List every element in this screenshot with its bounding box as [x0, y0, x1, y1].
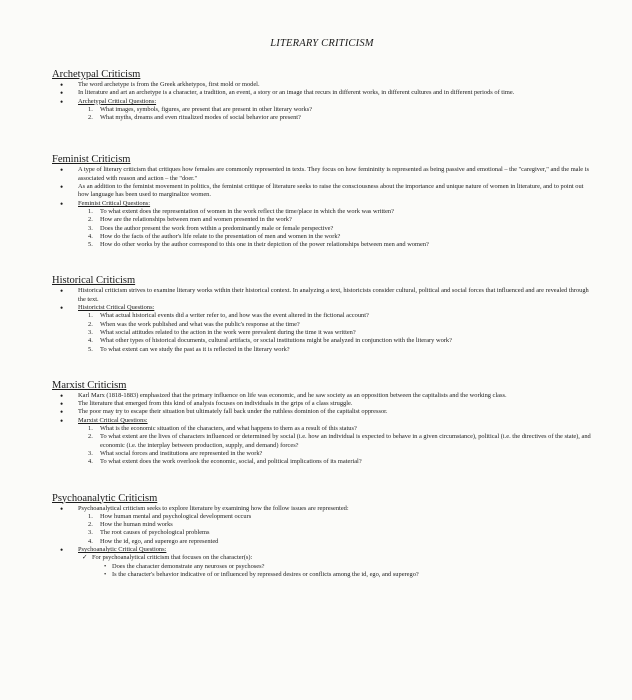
list-item: How the id, ego, and superego are represented	[100, 537, 219, 545]
questions-heading: Feminist Critical Questions:	[78, 199, 151, 207]
list-item: • The word archetype is from the Greek arkhetypos, first mold or model.	[52, 81, 592, 89]
marxist-questions	[78, 425, 592, 466]
list-item	[52, 200, 592, 250]
psychoanalytic-bullets	[52, 505, 592, 580]
list-item: • As an addition to the feminist movement in politics, the feminist critique of literature seeks to raise the consciousness about the importance and unique nature of women in literature, and to point out how language has been used to marginalize women.	[52, 183, 592, 200]
list-item: To what extent are the lives of characters influenced or determined by social (i.e. how an individual is expected to behave in a given circumstance), political (i.e. the directives of the state), and economic (i.e. the interplay between production, supply, and demand) forces?	[100, 433, 591, 449]
questions-heading: Archetypal Critical Questions:	[78, 97, 157, 105]
list-item: What is the economic situation of the characters, and what happens to them as a result of this status?	[100, 425, 357, 433]
archetypal-bullets	[52, 81, 592, 122]
list-item: Does the author present the work from within a predominantly male or female perspective?	[100, 224, 334, 232]
list-item	[52, 98, 592, 123]
list-item: When was the work published and what was the public's response at the time?	[100, 320, 300, 328]
list-item: • In literature and art an archetype is a character, a tradition, an event, a story or an image that recurs in different works, in different cultures and in different periods of time.	[52, 89, 592, 97]
questions-heading: Psychoanalytic Critical Questions:	[78, 545, 167, 553]
feminist-questions	[78, 208, 592, 249]
historical-questions	[78, 312, 592, 353]
list-item: What other types of historical documents, cultural artifacts, or social institutions might be analyzed in conjunction with the literary work?	[100, 337, 452, 345]
list-item: • The literature that emerged from this kind of analysis focuses on individuals in the grips of a class struggle.	[52, 400, 592, 408]
list-item: What social forces and institutions are represented in the work?	[100, 449, 263, 457]
feminist-bullets	[52, 166, 592, 249]
section-marxist	[52, 380, 592, 467]
paragraph: Psychoanalytical criticism seeks to explore literature by examining how the follow issues are represented:	[78, 504, 349, 512]
psychoanalytic-items	[78, 513, 592, 546]
list-item: What myths, dreams and even ritualized modes of social behavior are present?	[100, 114, 301, 122]
list-item: • Historical criticism strives to examine literary works within their historical context. In analyzing a text, historicists consider cultural, political and social forces that influenced and are revealed through the text.	[52, 287, 592, 304]
list-item	[82, 554, 592, 579]
psychoanalytic-check-list	[78, 554, 592, 579]
questions-heading: Marxist Critical Questions:	[78, 416, 148, 424]
list-item: How are the relationships between men and women presented in the work?	[100, 216, 292, 224]
list-item: • Does the character demonstrate any neuroses or psychoses?	[104, 563, 592, 571]
list-item: How human mental and psychological development occurs	[100, 512, 252, 520]
list-item: To what extent can we study the past as it is reflected in the literary work?	[100, 345, 290, 353]
section-heading-archetypal: Archetypal Criticism	[52, 69, 141, 80]
list-item	[52, 417, 592, 467]
archetypal-questions	[78, 106, 592, 123]
check-item-text: For psychoanalytical criticism that focuses on the character(s):	[92, 554, 253, 562]
list-item	[52, 546, 592, 579]
psychoanalytic-subquestions	[92, 563, 592, 580]
section-heading-feminist: Feminist Criticism	[52, 154, 131, 166]
section-historical	[52, 275, 592, 353]
list-item: What images, symbols, figures, are present that are present in other literary works?	[100, 105, 313, 113]
list-item: • Is the character's behavior indicative of or influenced by repressed desires or conflicts among the id, ego, and superego?	[104, 571, 592, 579]
list-item: How do the facts of the author's life relate to the presentation of men and women in the work?	[100, 232, 341, 240]
questions-heading: Historicist Critical Questions:	[78, 304, 155, 312]
list-item: To what extent does the representation of women in the work reflect the time/place in which the work was written?	[100, 207, 394, 215]
list-item: How the human mind works	[100, 521, 173, 529]
historical-bullets	[52, 287, 592, 353]
section-heading-psychoanalytic: Psychoanalytic Criticism	[52, 492, 158, 504]
list-item	[52, 304, 592, 354]
list-item: • Karl Marx (1818-1883) emphasized that the primary influence on life was economic, and he saw society as an opposition between the capitalists and the working class.	[52, 392, 592, 400]
document-title: LITERARY CRITICISM	[270, 38, 374, 49]
marxist-bullets	[52, 392, 592, 467]
section-feminist	[52, 154, 592, 249]
section-heading-historical: Historical Criticism	[52, 275, 136, 287]
list-item: • The poor may try to escape their situation but ultimately fall back under the ruthless dominion of the capitalist oppressor.	[52, 408, 592, 416]
section-archetypal	[52, 69, 592, 122]
list-item: To what extent does the work overlook the economic, social, and political implications of its material?	[100, 458, 362, 466]
list-item: The root causes of psychological problems	[100, 529, 210, 537]
list-item: How do other works by the author correspond to this one in their depiction of the power relationships between men and women?	[100, 241, 429, 249]
list-item	[52, 505, 592, 546]
list-item: • A type of literary criticism that critiques how females are commonly represented in texts. They focus on how femininity is represented as being passive and emotional – the "caregiver," and the male is associated with reason and action – the "doer."	[52, 166, 592, 183]
section-heading-marxist: Marxist Criticism	[52, 379, 127, 391]
list-item: What actual historical events did a writer refer to, and how was the event altered in the fictional account?	[100, 312, 369, 320]
section-psychoanalytic	[52, 493, 592, 580]
list-item: What social attitudes related to the action in the work were prevalent during the time it was written?	[100, 328, 356, 336]
